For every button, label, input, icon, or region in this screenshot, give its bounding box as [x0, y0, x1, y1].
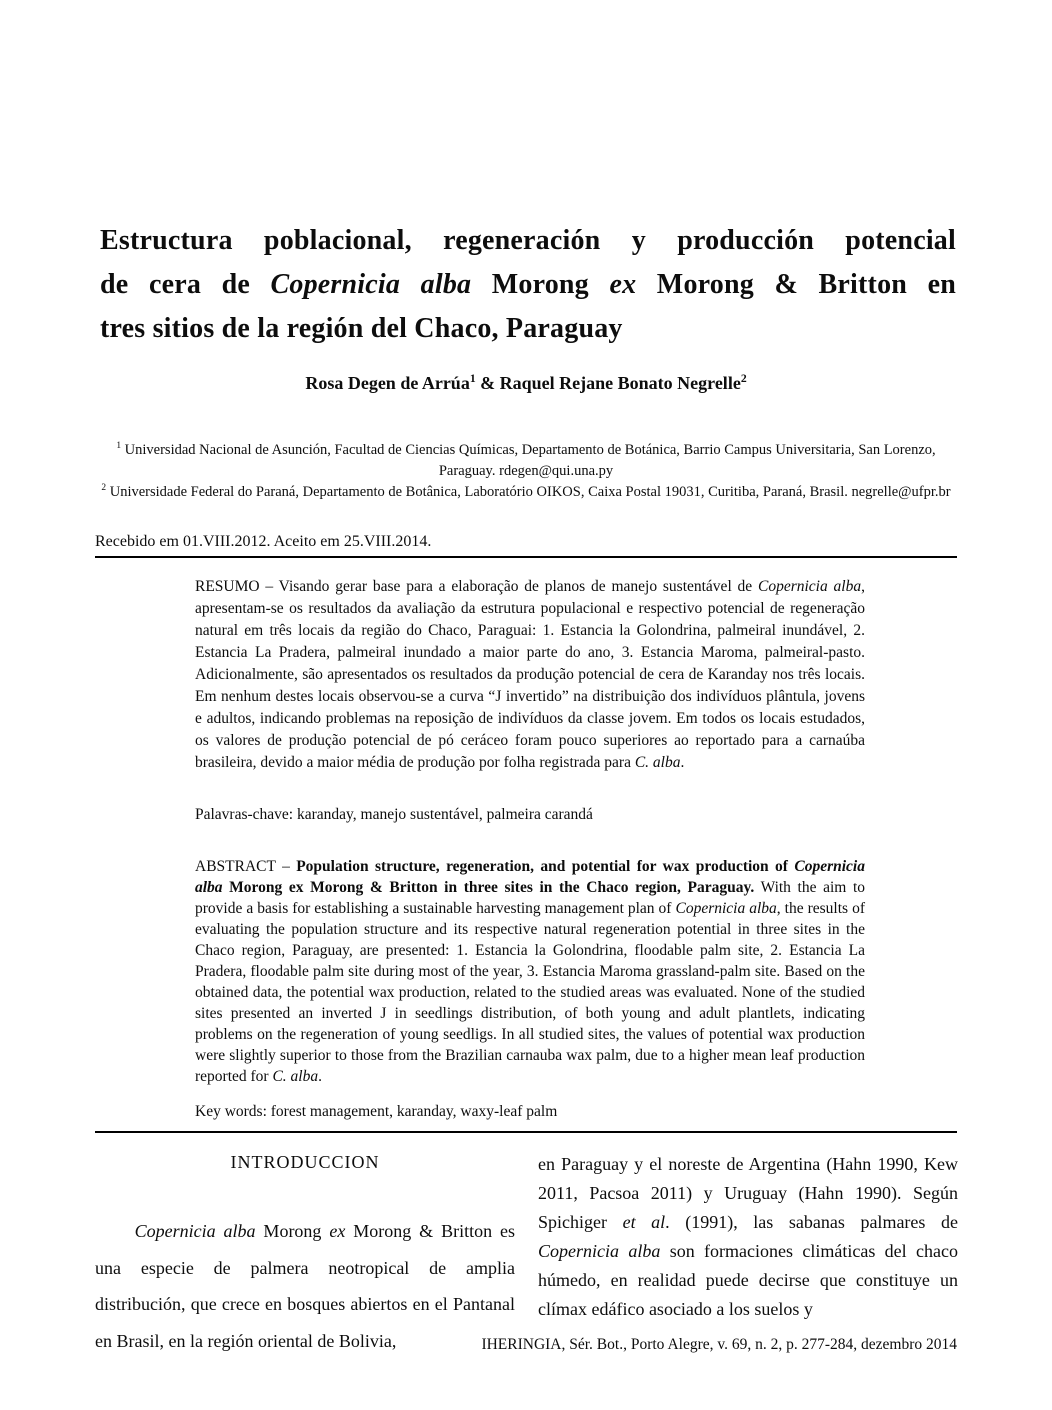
affiliations-block: [95, 440, 957, 503]
received-accepted-line: Recebido em 01.VIII.2012. Aceito em 25.VIII.2014.: [95, 533, 432, 550]
abstract-keywords: Key words: forest management, karanday, waxy-leaf palm: [195, 1103, 558, 1120]
article-title: [100, 219, 956, 351]
divider-top: [95, 556, 957, 558]
authors-line: Rosa Degen de Arrúa$^1$ & Raquel Rejane Bonato Negrelle$^2$: [305, 372, 747, 393]
divider-bottom: [95, 1131, 957, 1133]
intro-heading: INTRODUCCION: [230, 1152, 380, 1172]
resumo-paragraph: RESUMO – Visando gerar base para a elaboração de planos de manejo sustentável de Copernicia alba, apresentam-se os resultados da avaliação da estrutura populacional e respectivo potencial de regeneração natural em três locais da região do Chaco, Paraguai: 1. Estancia la Golondrina, palmeiral inundável, 2. Estancia La Pradera, palmeiral inundado a maior parte do ano, 3. Estancia Maroma, palmeiral-pasto. Adicionalmente, são apresentados os resultados da produção potencial de cera de Karanday nos três locais. Em nenhum destes locais observou-se a curva “J invertido” na distribuição dos indivíduos plântula, jovens e adultos, indicando problemas na reposição de indivíduos da classe jovem. Em todos os locais estudados, os valores de produção potencial de pó ceráceo foram pouco superiores ao reportado para a carnaúba brasileira, devido a maior média de produção por folha registrada para C. alba.: [195, 578, 865, 771]
resumo-keywords: Palavras-chave: karanday, manejo sustentável, palmeira carandá: [195, 806, 593, 823]
intro-right-column: en Paraguay y el noreste de Argentina (Hahn 1990, Kew 2011, Pacsoa 2011) y Uruguay (Hahn 1990). Según Spichiger et al. (1991), las sabanas palmares de Copernicia alba son formaciones climáticas del chaco húmedo, en realidad puede decirse que constituye un clímax edáfico asociado a los suelos y: [538, 1154, 958, 1319]
intro-left-column: [95, 1152, 515, 1359]
article-title-line-2: de cera de Copernicia alba Morong ex Morong & Britton en: [100, 269, 956, 300]
article-title-line-1: Estructura poblacional, regeneración y producción potencial: [100, 225, 956, 256]
abstract-paragraph: ABSTRACT – Population structure, regeneration, and potential for wax production of Copernicia alba Morong ex Morong & Britton in three sites in the Chaco region, Paraguay. With the aim to provide a basis for establishing a sustainable harvesting management plan of Copernicia alba, the results of evaluating the population structure and its respective natural regeneration potential in three sites in the Chaco region, Paraguay, are presented: 1. Estancia la Golondrina, floodable palm site, 2. Estancia La Pradera, floodable palm site during most of the year, 3. Estancia Maroma grassland-palm site. Based on the obtained data, the potential wax production, related to the studied areas was evaluated. None of the studied sites presented an inverted J in seedlings distribution, of both young and adult plantlets, indicating problems on the regeneration of young seedligs. In all studied sites, the values of potential wax production were slightly superior to those from the Brazilian carnauba wax palm, due to a higher mean leaf production reported for C. alba.: [195, 858, 865, 1085]
intro-left-paragraph: Copernicia alba Morong ex Morong & Britton es una especie de palmera neotropical de amplia distribución, que crece en bosques abiertos en el Pantanal en Brasil, en la región oriental de Bolivia,: [95, 1221, 516, 1351]
affiliation-1: $^1$ Universidad Nacional de Asunción, Facultad de Ciencias Químicas, Departamento de Botánica, Barrio Campus Universitaria, San Lorenzo, Paraguay. rdegen@qui.una.py: [116, 441, 936, 479]
journal-footer-line: IHERINGIA, Sér. Bot., Porto Alegre, v. 69, n. 2, p. 277-284, dezembro 2014: [481, 1336, 957, 1353]
affiliation-2: $^2$ Universidade Federal do Paraná, Departamento de Botânica, Laboratório OIKOS, Caixa Postal 19031, Curitiba, Paraná, Brasil. negrelle@ufpr.br: [101, 483, 951, 500]
article-title-line-3: tres sitios de la región del Chaco, Paraguay: [100, 313, 623, 344]
